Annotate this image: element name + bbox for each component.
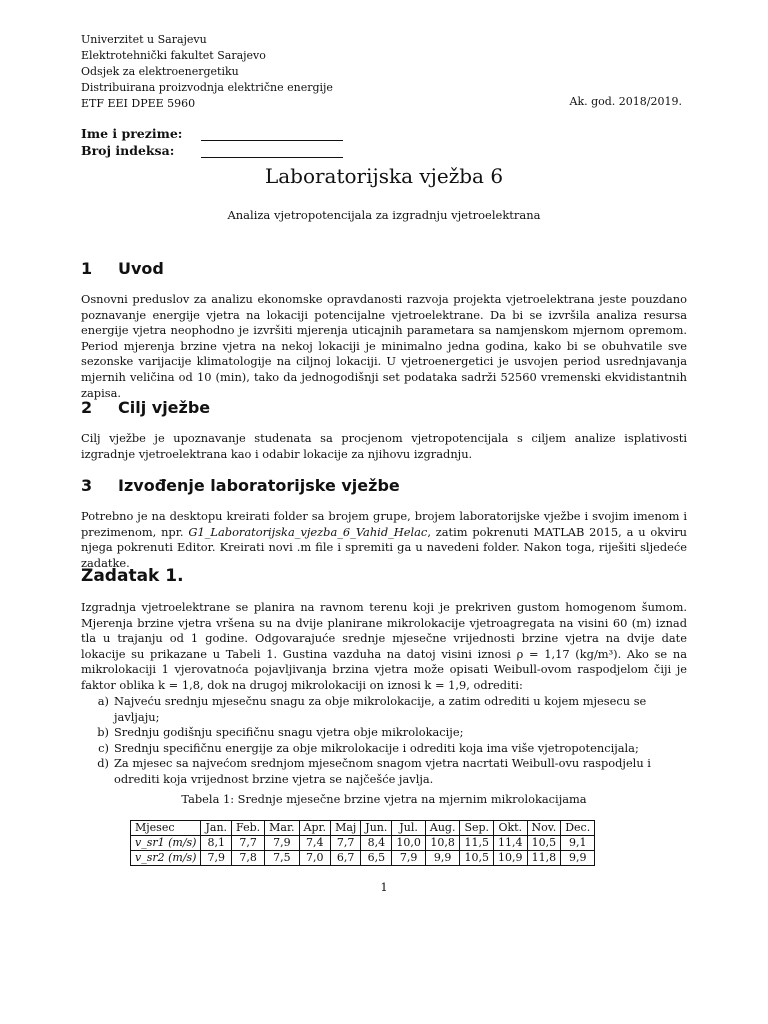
table-cell: 7,9 <box>265 836 299 851</box>
task-heading: Zadatak 1. <box>81 566 184 586</box>
name-blank-line <box>201 127 343 141</box>
table-caption: Tabela 1: Srednje mjesečne brzine vjetra na mjernim mikrolokacijama <box>181 792 587 806</box>
table-cell: 7,8 <box>232 851 265 866</box>
header-line: Odsjek za elektroenergetiku <box>81 65 239 78</box>
table-cell: 7,7 <box>232 836 265 851</box>
section-title: Uvod <box>118 259 164 278</box>
table-header-cell: Aug. <box>425 821 460 836</box>
text-part: , zatim pokrenuti MATLAB 2015, a u okviru njega pokrenuti Editor. Kreirati novi .m file i spremiti ga u navedeni folder. Nakon toga, riješiti sljedeće zadatke. <box>81 524 687 570</box>
table-cell: 11,4 <box>494 836 528 851</box>
item-text: Najveću srednju mjesečnu snagu za obje mikrolokacije, a zatim odrediti u kojem mjesecu se javljaju; <box>114 694 647 724</box>
section-number: 3 <box>81 476 93 495</box>
table-cell: 10,8 <box>425 836 460 851</box>
table-header-cell: Jun. <box>361 821 392 836</box>
task-text: Izgradnja vjetroelektrane se planira na ravnom terenu koji je prekriven gustom homogenom šumom. Mjerenja brzine vjetra vršena su na dvije planirane mikrolokacije vjetroagregata na visini 60 (m) iznad tla u trajanju od 1 godine. Odgovarajuće srednje mjesečne vrijednosti brzine vjetra na dvije date lokacije su prikazane u Tabeli 1. Gustina vazduha na datoj visini iznosi ρ = 1,17 (kg/m³). Ako se na mikrolokaciji 1 vjerovatnoća pojavljivanja brzina vjetra može opisati Weibull-ovom raspodjelom čiji je faktor oblika k = 1,8, dok na drugoj mikrolokaciji on iznosi k = 1,9, odrediti: <box>81 600 687 692</box>
document-title: Laboratorijska vježba 6 <box>264 164 504 188</box>
institution-header <box>81 32 333 112</box>
table-header-cell: Nov. <box>527 821 561 836</box>
table-row <box>131 851 595 866</box>
section-title: Izvođenje laboratorijske vježbe <box>118 476 400 495</box>
item-text: Srednju godišnju specifičnu snagu vjetra obje mikrolokacije; <box>114 725 464 740</box>
section-number: 1 <box>81 259 93 278</box>
section-heading-uvod <box>81 259 164 278</box>
academic-year: Ak. god. 2018/2019. <box>569 95 682 108</box>
text-part: Potrebno je na desktopu kreirati folder sa brojem grupe, brojem laboratorijske vježbe i svojim imenom i prezimenom, npr. <box>81 509 687 539</box>
section-text-izvodjenje <box>81 509 687 571</box>
table-header-cell: Jan. <box>201 821 232 836</box>
name-label: Ime i prezime: <box>81 126 183 141</box>
list-item <box>81 741 687 757</box>
table-row <box>131 836 595 851</box>
header-line: Distribuirana proizvodnja električne energije <box>81 81 333 94</box>
table-cell: 10,5 <box>460 851 494 866</box>
item-label: d) <box>97 756 109 771</box>
table-cell: 7,7 <box>331 836 361 851</box>
item-label: a) <box>97 694 109 708</box>
table-cell: 7,5 <box>265 851 299 866</box>
item-label: b) <box>97 725 109 740</box>
table-cell: 6,7 <box>331 851 361 866</box>
section-number: 2 <box>81 398 93 417</box>
table-cell: 11,8 <box>527 851 561 866</box>
section-title: Cilj vježbe <box>118 398 211 417</box>
item-text: Za mjesec sa najvećom srednjom mjesečnom snagom vjetra nacrtati Weibull-ovu raspodjelu i odrediti koja vrijednost brzine vjetra se najčešće javlja. <box>114 756 651 786</box>
table-header-cell: Feb. <box>232 821 265 836</box>
header-line: ETF EEI DPEE 5960 <box>81 97 196 110</box>
table-cell: 7,9 <box>392 851 426 866</box>
table-header-cell: Okt. <box>494 821 528 836</box>
table-cell: 10,5 <box>527 836 561 851</box>
list-item <box>81 756 687 787</box>
table-header-cell: Dec. <box>561 821 595 836</box>
section-text-cilj: Cilj vježbe je upoznavanje studenata sa procjenom vjetropotencijala s ciljem analize isplativosti izgradnje vjetroelektrana kao i odabir lokacije za njihovu izgradnju. <box>81 431 687 461</box>
section-heading-cilj <box>81 398 210 417</box>
list-item <box>81 725 687 741</box>
student-fields <box>81 124 343 158</box>
section-heading-izvodjenje <box>81 476 400 495</box>
table-cell: 6,5 <box>361 851 392 866</box>
header-line: Elektrotehnički fakultet Sarajevo <box>81 49 266 62</box>
list-item <box>81 694 687 725</box>
table-header-cell: Sep. <box>460 821 494 836</box>
table-cell: 8,4 <box>361 836 392 851</box>
table-cell: 9,1 <box>561 836 595 851</box>
page-number: 1 <box>380 880 388 894</box>
item-text: Srednju specifičnu energije za obje mikrolokacije i odrediti koja ima više vjetropotencijala; <box>114 740 639 755</box>
table-header-row <box>131 821 595 836</box>
section-text-uvod: Osnovni preduslov za analizu ekonomske opravdanosti razvoja projekta vjetroelektrana jeste pouzdano poznavanje energije vjetra na lokaciji potencijalne vjetroelektrane. Da bi se izvršila analiza resursa energije vjetra neophodno je izvršiti mjerenja uticajnih parametara sa namjenskom mjernom opremom. Period mjerenja brzine vjetra na nekoj lokaciji je minimalno jedna godina, kako bi se obuhvatile sve sezonske varijacije klimatologije na ciljnoj lokaciji. U vjetroenergetici je usvojen period usrednjavanja mjernih veličina od 10 (min), tako da jednogodišnji set podataka sadrži 52560 vremenski ekvidistantnih zapisa. <box>81 292 687 400</box>
table-header-cell: Apr. <box>299 821 331 836</box>
table-row-label: v_sr2 (m/s) <box>131 851 201 866</box>
item-label: c) <box>98 740 109 755</box>
folder-name-example: G1_Laboratorijska_vjezba_6_Vahid_Helac <box>188 524 428 539</box>
table-cell: 11,5 <box>460 836 494 851</box>
table-cell: 10,0 <box>392 836 426 851</box>
table-row-label: v_sr1 (m/s) <box>131 836 201 851</box>
table-cell: 9,9 <box>425 851 460 866</box>
table-header-cell: Mjesec <box>131 821 201 836</box>
table-cell: 7,0 <box>299 851 331 866</box>
task-items <box>81 694 687 788</box>
table-header-cell: Jul. <box>392 821 426 836</box>
index-blank-line <box>201 144 343 158</box>
table-header-cell: Mar. <box>265 821 299 836</box>
table-cell: 10,9 <box>494 851 528 866</box>
table-header-cell: Maj <box>331 821 361 836</box>
header-line: Univerzitet u Sarajevu <box>81 33 207 46</box>
wind-speed-table <box>130 820 595 866</box>
index-label: Broj indeksa: <box>81 143 175 158</box>
table-cell: 9,9 <box>561 851 595 866</box>
table-cell: 8,1 <box>201 836 232 851</box>
table-cell: 7,4 <box>299 836 331 851</box>
document-subtitle: Analiza vjetropotencijala za izgradnju vjetroelektrana <box>227 208 541 222</box>
table-cell: 7,9 <box>201 851 232 866</box>
